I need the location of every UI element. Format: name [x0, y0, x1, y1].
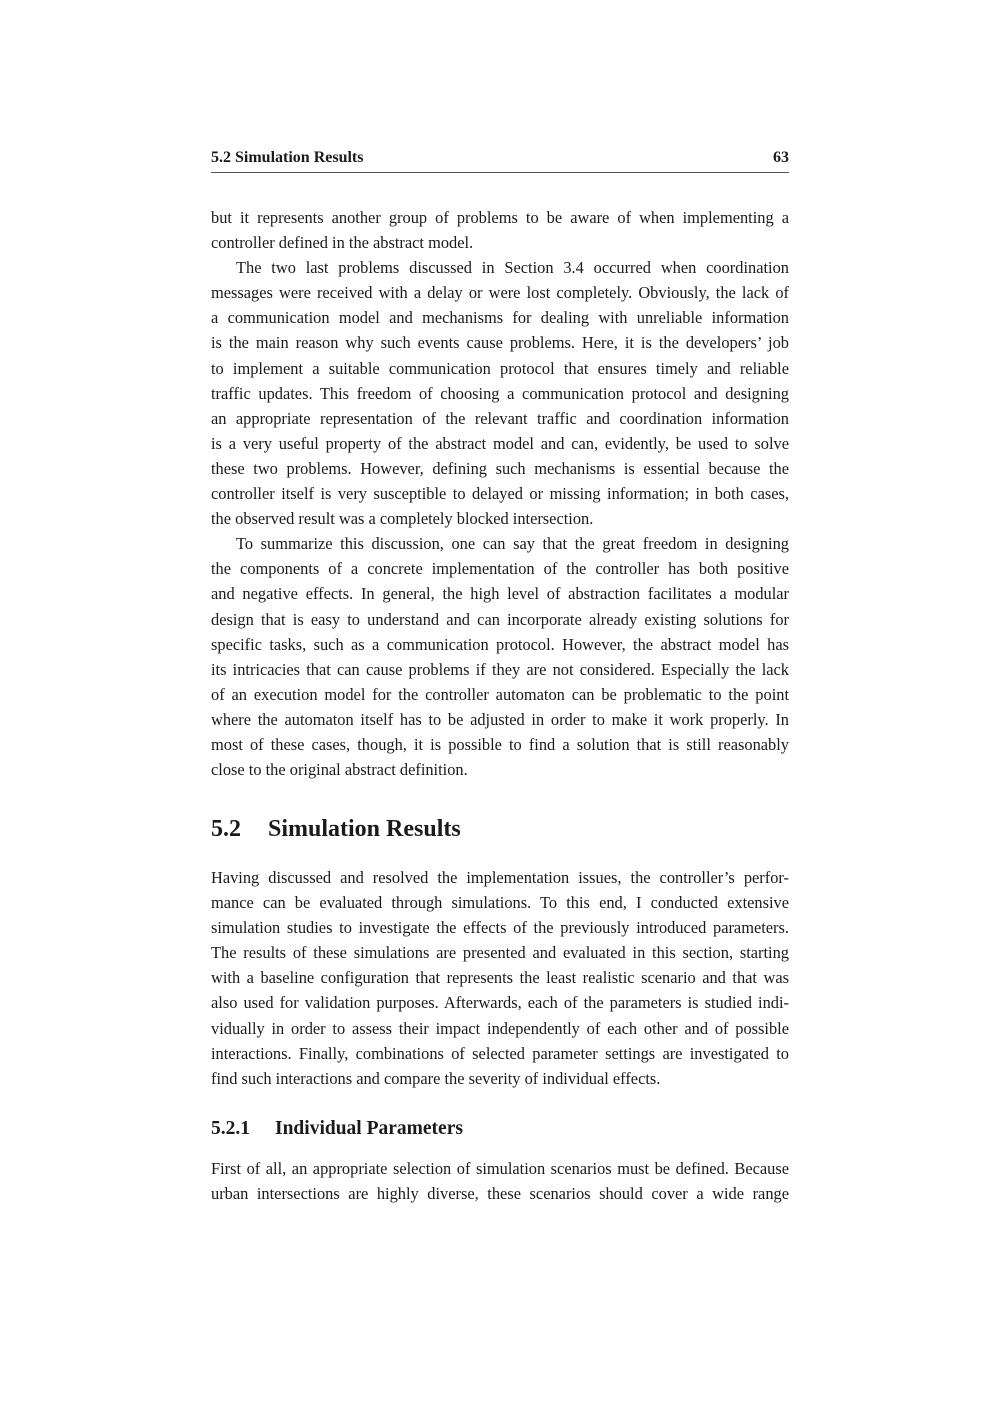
text-line: these two problems. However, defining such mechanisms is essential because the [211, 458, 789, 478]
text-line: simulation studies to investigate the effects of the previously introduced parameters. [211, 918, 789, 938]
text-line: the components of a concrete implementation of the controller has both positive [211, 559, 789, 579]
section-heading [211, 816, 789, 843]
text-line: controller itself is very susceptible to delayed or missing information; in both cases, [211, 484, 789, 504]
text-line: First of all, an appropriate selection of simulation scenarios must be defined. Because [211, 1159, 789, 1178]
text-line: most of these cases, though, it is possible to find a solution that is still reasonably [211, 734, 789, 754]
running-header [211, 147, 789, 173]
text-line: also used for validation purposes. Afterwards, each of the parameters is studied indi- [211, 993, 789, 1013]
paragraph-parameters [211, 1156, 789, 1206]
text-line: an appropriate representation of the relevant traffic and coordination information [211, 408, 789, 428]
text-line: to implement a suitable communication protocol that ensures timely and reliable [211, 358, 789, 378]
text-line: and negative effects. In general, the high level of abstraction facilitates a modular [211, 584, 789, 604]
text-line: but it represents another group of problems to be aware of when implementing a [211, 208, 789, 227]
text-line: traffic updates. This freedom of choosing a communication protocol and designing [211, 383, 789, 403]
text-line: is a very useful property of the abstract model and can, evidently, be used to solve [211, 433, 789, 453]
subsection-title: Individual Parameters [275, 1118, 463, 1139]
text-line: close to the original abstract definition. [211, 760, 468, 780]
paragraph-summary [211, 531, 789, 782]
page-number: 63 [773, 149, 789, 166]
text-line: controller defined in the abstract model. [211, 233, 474, 253]
text-line: To summarize this discussion, one can say that the great freedom in designing [236, 534, 789, 554]
text-line: design that is easy to understand and can incorporate already existing solutions for [211, 609, 789, 629]
section-text [211, 865, 789, 1091]
text-line: The results of these simulations are presented and evaluated in this section, starting [211, 943, 789, 963]
body-text [211, 205, 789, 782]
text-line: find such interactions and compare the severity of individual effects. [211, 1068, 661, 1088]
text-line: specific tasks, such as a communication protocol. However, the abstract model has [211, 634, 789, 654]
text-line: a communication model and mechanisms for dealing with unreliable information [211, 308, 789, 328]
text-line: of an execution model for the controller automaton can be problematic to the point [211, 684, 789, 704]
text-line: where the automaton itself has to be adjusted in order to make it work properly. In [211, 709, 789, 729]
subsection-text [211, 1156, 789, 1206]
text-line: urban intersections are highly diverse, these scenarios should cover a wide range [211, 1184, 789, 1204]
running-title: 5.2 Simulation Results [211, 149, 364, 166]
text-line: with a baseline configuration that represents the least realistic scenario and that was [211, 968, 789, 988]
section-title: Simulation Results [268, 816, 461, 842]
text-line: its intricacies that can cause problems if they are not considered. Especially the lack [211, 659, 789, 679]
subsection-heading [211, 1118, 789, 1140]
text-line: The two last problems discussed in Section 3.4 occurred when coordination [236, 258, 789, 278]
text-line: mance can be evaluated through simulations. To this end, I conducted extensive [211, 893, 789, 913]
text-line: the observed result was a completely blocked intersection. [211, 509, 594, 529]
text-line: vidually in order to assess their impact independently of each other and of possible [211, 1018, 789, 1038]
text-line: messages were received with a delay or were lost completely. Obviously, the lack of [211, 283, 789, 303]
text-line: interactions. Finally, combinations of selected parameter settings are investigated to [211, 1043, 789, 1063]
text-line: Having discussed and resolved the implementation issues, the controller’s perfor- [211, 868, 789, 887]
paragraph-simulation-intro [211, 865, 789, 1091]
section-number: 5.2 [211, 816, 241, 842]
text-line: is the main reason why such events cause problems. Here, it is the developers’ job [211, 333, 789, 353]
paragraph-communication [211, 255, 789, 531]
subsection-number: 5.2.1 [211, 1118, 250, 1139]
paragraph-continued [211, 205, 789, 255]
